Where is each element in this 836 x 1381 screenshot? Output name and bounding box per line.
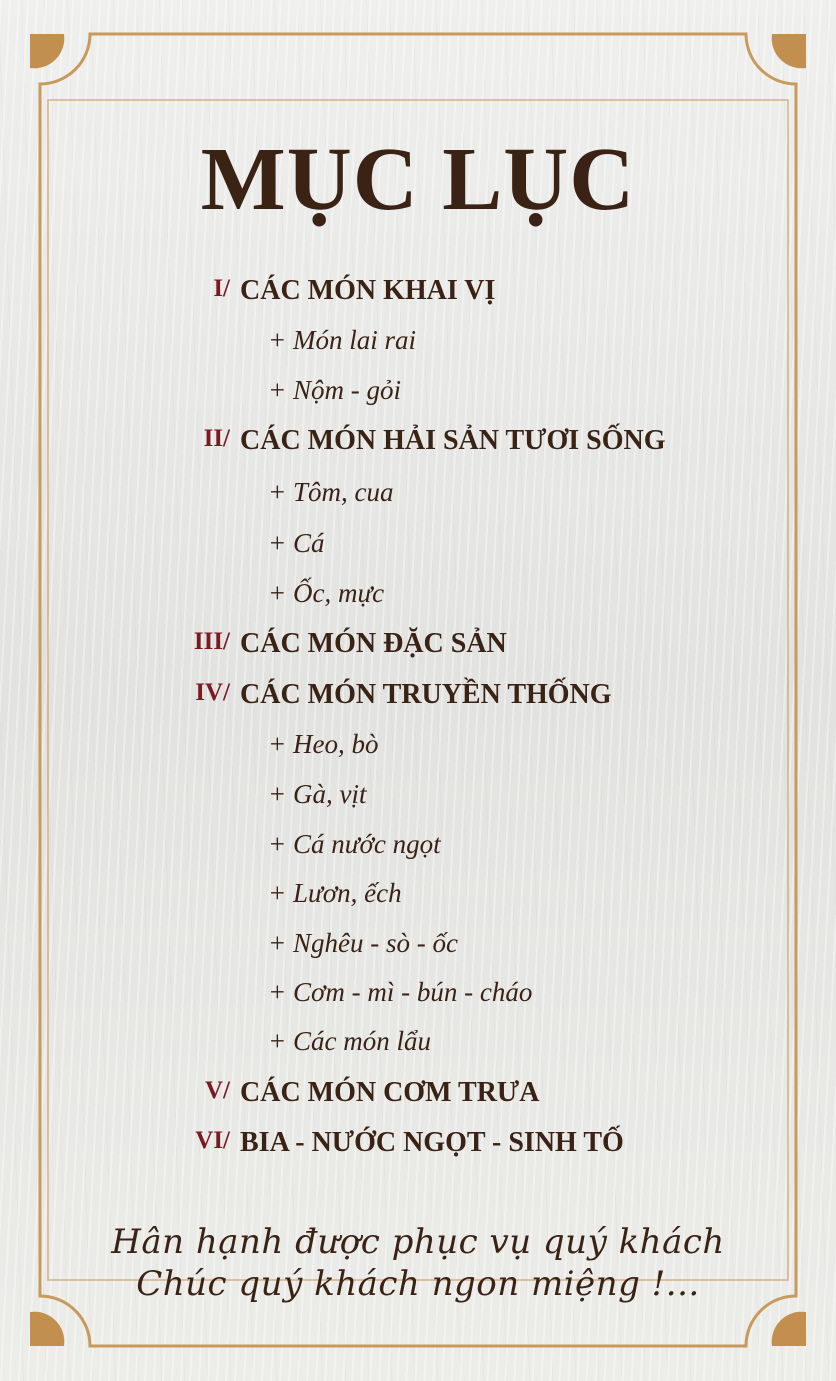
footer-wish: Chúc quý khách ngon miệng !... bbox=[136, 1264, 700, 1304]
subsection-label: + Cơm - mì - bún - cháo bbox=[268, 977, 533, 1007]
subsection-label: + Món lai rai bbox=[268, 325, 416, 355]
subsection-label: + Cá nước ngọt bbox=[268, 829, 441, 859]
subsection-label: + Cá bbox=[268, 528, 325, 558]
section-number: IV/ bbox=[195, 679, 230, 706]
section-number: VI/ bbox=[195, 1127, 230, 1154]
subsection-label: + Ốc, mực bbox=[268, 578, 385, 608]
list-item bbox=[0, 528, 836, 568]
section-number: II/ bbox=[203, 425, 230, 452]
section-title: CÁC MÓN KHAI VỊ bbox=[240, 275, 496, 306]
list-item bbox=[0, 325, 836, 365]
section-title: BIA - NƯỚC NGỌT - SINH TỐ bbox=[240, 1127, 624, 1158]
page-title: MỤC LỤC bbox=[200, 130, 636, 229]
subsection-label: + Nghêu - sò - ốc bbox=[268, 928, 458, 958]
list-item bbox=[0, 1026, 836, 1066]
section-title: CÁC MÓN HẢI SẢN TƯƠI SỐNG bbox=[240, 425, 666, 456]
section-row-1 bbox=[0, 275, 836, 315]
section-row-5 bbox=[0, 1077, 836, 1117]
section-number: V/ bbox=[205, 1077, 230, 1104]
subsection-label: + Nộm - gỏi bbox=[268, 375, 401, 405]
list-item bbox=[0, 928, 836, 968]
section-row-3 bbox=[0, 628, 836, 668]
list-item bbox=[0, 729, 836, 769]
section-title: CÁC MÓN ĐẶC SẢN bbox=[240, 628, 507, 659]
subsection-label: + Heo, bò bbox=[268, 729, 379, 759]
section-number: I/ bbox=[213, 275, 230, 302]
section-row-6 bbox=[0, 1127, 836, 1167]
subsection-label: + Gà, vịt bbox=[268, 779, 367, 809]
list-item bbox=[0, 375, 836, 415]
section-title: CÁC MÓN CƠM TRƯA bbox=[240, 1077, 540, 1108]
section-number: III/ bbox=[193, 628, 230, 655]
list-item bbox=[0, 977, 836, 1017]
footer-greeting: Hân hạnh được phục vụ quý khách bbox=[111, 1222, 725, 1262]
section-title: CÁC MÓN TRUYỀN THỐNG bbox=[240, 679, 612, 710]
list-item bbox=[0, 829, 836, 869]
list-item bbox=[0, 578, 836, 618]
list-item bbox=[0, 878, 836, 918]
list-item bbox=[0, 779, 836, 819]
list-item bbox=[0, 477, 836, 517]
subsection-label: + Tôm, cua bbox=[268, 477, 394, 507]
section-row-2 bbox=[0, 425, 836, 465]
section-row-4 bbox=[0, 679, 836, 719]
subsection-label: + Các món lẩu bbox=[268, 1026, 431, 1056]
subsection-label: + Lươn, ếch bbox=[268, 878, 402, 908]
